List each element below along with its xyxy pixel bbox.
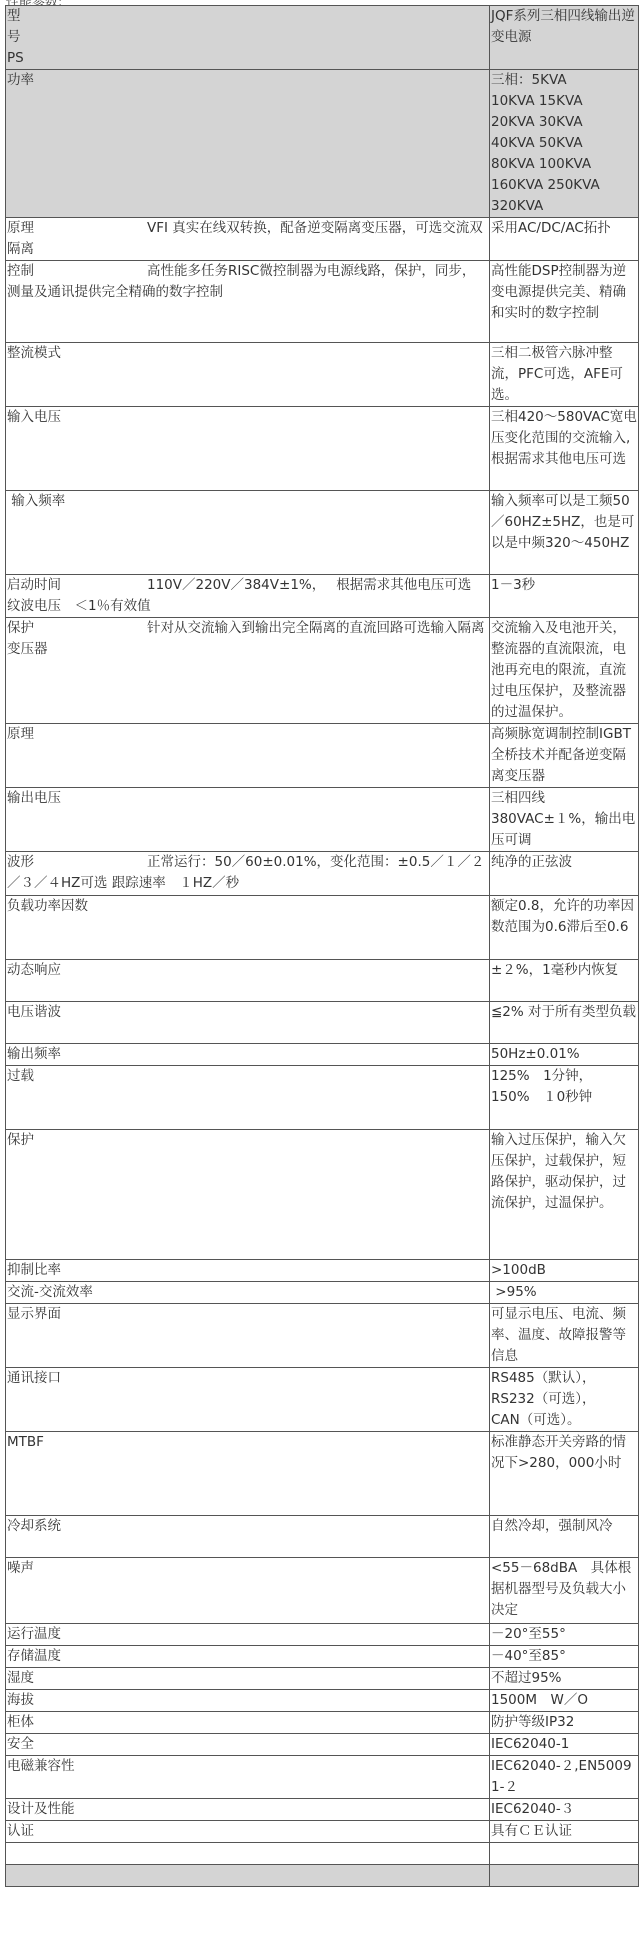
table-row — [6, 1260, 639, 1282]
row-label: 显示界面 — [6, 1304, 490, 1368]
table-row — [6, 218, 639, 261]
table-row — [6, 6, 639, 70]
row-value: 高频脉宽调制控制IGBT全桥技术并配备逆变隔离变压器 — [490, 724, 639, 788]
spec-table — [5, 5, 639, 1887]
table-row — [6, 1712, 639, 1734]
table-row — [6, 1821, 639, 1843]
table-row — [6, 960, 639, 1002]
table-row — [6, 1432, 639, 1516]
row-label: 过载 — [6, 1066, 490, 1130]
row-label: 波形 — [7, 854, 34, 870]
row-label: 型 号 PS — [6, 6, 490, 70]
empty-cell — [490, 1843, 639, 1865]
table-row — [6, 1646, 639, 1668]
row-value: JQF系列三相四线输出逆变电源 — [490, 6, 639, 70]
table-row — [6, 1044, 639, 1066]
row-value: 可显示电压、电流、频率、温度、故障报警等信息 — [490, 1304, 639, 1368]
table-row — [6, 1756, 639, 1799]
row-label: 输出频率 — [6, 1044, 490, 1066]
row-value: 输入频率可以是工频50／60HZ±5HZ，也是可以是中频320～450HZ — [490, 491, 639, 575]
row-label-cell — [6, 218, 490, 261]
row-label-cell — [6, 852, 490, 896]
row-label: 安全 — [6, 1734, 490, 1756]
row-value: 自然冷却，强制风冷 — [490, 1516, 639, 1558]
table-row — [6, 491, 639, 575]
row-label: 输出电压 — [6, 788, 490, 852]
table-row — [6, 1066, 639, 1130]
table-row — [6, 1668, 639, 1690]
table-row — [6, 896, 639, 960]
table-row — [6, 1002, 639, 1044]
table-row — [6, 1558, 639, 1624]
table-row — [6, 1799, 639, 1821]
row-label: 设计及性能 — [6, 1799, 490, 1821]
row-value: 额定0.8，允许的功率因数范围为0.6滞后至0.6 — [490, 896, 639, 960]
row-value: RS485（默认）， RS232（可选）， CAN（可选）。 — [490, 1368, 639, 1432]
row-value: －40°至85° — [490, 1646, 639, 1668]
row-label: 运行温度 — [6, 1624, 490, 1646]
row-label-cell — [6, 575, 490, 618]
row-value: IEC62040-２,EN50091-２ — [490, 1756, 639, 1799]
table-row — [6, 575, 639, 618]
row-label: 功率 — [6, 70, 490, 218]
row-label: 动态响应 — [6, 960, 490, 1002]
table-row — [6, 852, 639, 896]
table-row — [6, 407, 639, 491]
row-value: 三相二极管六脉冲整流，PFC可选，AFE可选。 — [490, 343, 639, 407]
row-label: 控制 — [7, 263, 34, 279]
table-row — [6, 1130, 639, 1260]
empty-cell — [6, 1843, 490, 1865]
table-row — [6, 1282, 639, 1304]
table-row — [6, 1368, 639, 1432]
table-row — [6, 343, 639, 407]
table-row — [6, 1624, 639, 1646]
row-description: 针对从交流输入到输出完全隔离的直流回路可选输入隔离变压器 — [7, 620, 485, 657]
row-label: 输入电压 — [6, 407, 490, 491]
row-value: 交流输入及电池开关，整流器的直流限流，电池再充电的限流，直流过电压保护，及整流器的过温保护。 — [490, 618, 639, 724]
row-value: 防护等级IP32 — [490, 1712, 639, 1734]
row-value: 标准静态开关旁路的情况下>280，000小时 — [490, 1432, 639, 1516]
row-value: 纯净的正弦波 — [490, 852, 639, 896]
table-row — [6, 618, 639, 724]
row-label: MTBF — [6, 1432, 490, 1516]
row-label: 整流模式 — [6, 343, 490, 407]
empty-row — [6, 1865, 639, 1887]
row-value: 采用AC/DC/AC拓扑 — [490, 218, 639, 261]
row-value: 具有ＣＥ认证 — [490, 1821, 639, 1843]
row-value: ±２%，1毫秒内恢复 — [490, 960, 639, 1002]
row-value: 1500M W／O — [490, 1690, 639, 1712]
row-value: 50Hz±0.01% — [490, 1044, 639, 1066]
row-label: 冷却系统 — [6, 1516, 490, 1558]
table-row — [6, 261, 639, 343]
row-label: 启动时间 — [7, 577, 61, 593]
row-label: 海拔 — [6, 1690, 490, 1712]
row-value: 高性能DSP控制器为逆变电源提供完美、精确和实时的数字控制 — [490, 261, 639, 343]
row-label-cell — [6, 618, 490, 724]
row-label: 保护 — [6, 1130, 490, 1260]
row-label: 电磁兼容性 — [6, 1756, 490, 1799]
empty-cell — [6, 1865, 490, 1887]
row-value: >95% — [490, 1282, 639, 1304]
row-description: 正常运行：50／60±0.01%，变化范围：±0.5／１／２／３／４HZ可选 跟踪速率 １HZ／秒 — [7, 854, 485, 891]
row-label: 柜体 — [6, 1712, 490, 1734]
row-label: 湿度 — [6, 1668, 490, 1690]
row-value: IEC62040-３ — [490, 1799, 639, 1821]
row-label-cell — [6, 261, 490, 343]
row-label: 输入频率 — [6, 491, 490, 575]
row-label: 存储温度 — [6, 1646, 490, 1668]
row-value: 三相：5KVA 10KVA 15KVA 20KVA 30KVA 40KVA 50KVA 80KVA 100KVA 160KVA 250KVA 320KVA — [490, 70, 639, 218]
row-value: ≦2% 对于所有类型负载 — [490, 1002, 639, 1044]
row-label: 保护 — [7, 620, 34, 636]
row-value: 三相四线 380VAC±１%，输出电压可调 — [490, 788, 639, 852]
row-value: >100dB — [490, 1260, 639, 1282]
table-row — [6, 724, 639, 788]
row-description: VFI 真实在线双转换，配备逆变隔离变压器，可选交流双隔离 — [7, 220, 483, 257]
row-label: 噪声 — [6, 1558, 490, 1624]
table-row — [6, 1304, 639, 1368]
row-description: 高性能多任务RISC微控制器为电源线路，保护，同步，测量及通讯提供完全精确的数字控制 — [7, 263, 476, 300]
row-value: 三相420～580VAC宽电压变化范围的交流输入, 根据需求其他电压可选 — [490, 407, 639, 491]
row-value: －20°至55° — [490, 1624, 639, 1646]
row-value: <55－68dBA 具体根据机器型号及负载大小决定 — [490, 1558, 639, 1624]
row-label: 交流-交流效率 — [6, 1282, 490, 1304]
row-label: 负载功率因数 — [6, 896, 490, 960]
row-value: 1－3秒 — [490, 575, 639, 618]
row-label: 原理 — [6, 724, 490, 788]
row-value: 125% 1分钟， 150% １0秒钟 — [490, 1066, 639, 1130]
row-description: 110Ⅴ／220Ⅴ／384Ⅴ±1%， 根据需求其他电压可选 纹波电压 ＜1％有效值 — [7, 577, 472, 614]
row-value: IEC62040-1 — [490, 1734, 639, 1756]
row-label: 电压谐波 — [6, 1002, 490, 1044]
table-row — [6, 788, 639, 852]
row-value: 输入过压保护，输入欠压保护，过载保护，短路保护，驱动保护，过流保护，过温保护。 — [490, 1130, 639, 1260]
row-label: 通讯接口 — [6, 1368, 490, 1432]
row-label: 原理 — [7, 220, 34, 236]
empty-row — [6, 1843, 639, 1865]
row-label: 认证 — [6, 1821, 490, 1843]
row-label: 抑制比率 — [6, 1260, 490, 1282]
table-row — [6, 70, 639, 218]
table-row — [6, 1516, 639, 1558]
table-row — [6, 1734, 639, 1756]
table-row — [6, 1690, 639, 1712]
empty-cell — [490, 1865, 639, 1887]
row-value: 不超过95% — [490, 1668, 639, 1690]
